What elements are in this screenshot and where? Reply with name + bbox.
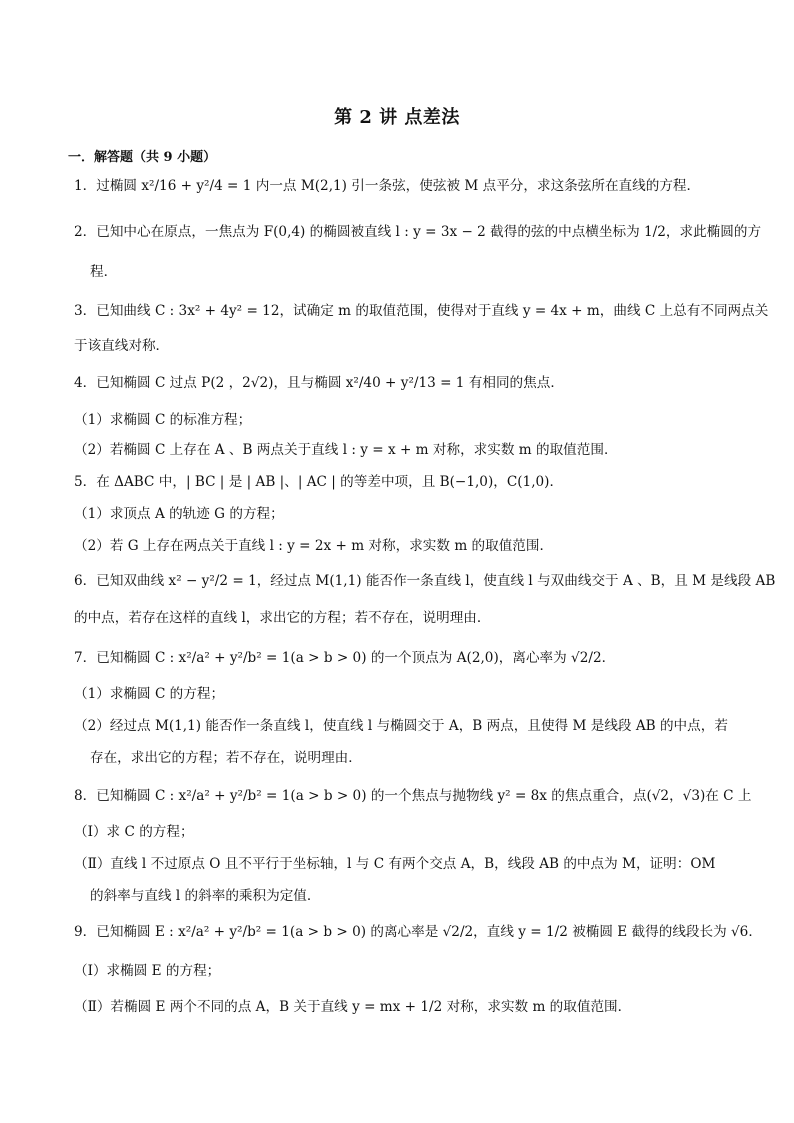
problem-7-part-2: （2）经过点 M(1,1) 能否作一条直线 l，使直线 l 与椭圆交于 A，B 两点，且使得 M 是线段 AB 的中点，若 — [74, 718, 728, 734]
problem-8-part-1: （Ⅰ）求 C 的方程； — [74, 824, 194, 840]
problem-7-part-1: （1）求椭圆 C 的方程； — [74, 686, 225, 702]
problem-3: 3．已知曲线 C : 3x² + 4y² = 12，试确定 m 的取值范围，使得对于直线 y = 4x + m，曲线 C 上总有不同两点关 — [74, 303, 769, 319]
problem-6: 6．已知双曲线 x² − y²/2 = 1，经过点 M(1,1) 能否作一条直线 l，使直线 l 与双曲线交于 A 、B，且 M 是线段 AB — [74, 573, 776, 589]
problem-2: 2．已知中心在原点，一焦点为 F(0,4) 的椭圆被直线 l : y = 3x − 2 截得的弦的中点横坐标为 1/2，求此椭圆的方 — [74, 224, 762, 240]
section-heading: 一．解答题（共 9 小题） — [68, 150, 217, 165]
problem-7: 7．已知椭圆 C : x²/a² + y²/b² = 1(a > b > 0) 的一个顶点为 A(2,0)，离心率为 √2/2． — [74, 650, 616, 666]
problem-5: 5．在 ΔABC 中，| BC | 是 | AB |、| AC | 的等差中项，且 B(−1,0)，C(1,0)． — [74, 474, 564, 490]
problem-4: 4．已知椭圆 C 过点 P(2 ，2√2)，且与椭圆 x²/40 + y²/13 = 1 有相同的焦点． — [74, 375, 564, 391]
problem-8: 8．已知椭圆 C : x²/a² + y²/b² = 1(a > b > 0) 的一个焦点与抛物线 y² = 8x 的焦点重合，点(√2，√3)在 C 上 — [74, 788, 752, 804]
problem-9-part-2: （Ⅱ）若椭圆 E 两个不同的点 A，B 关于直线 y = mx + 1/2 对称，求实数 m 的取值范围． — [74, 999, 632, 1015]
problem-3-cont: 于该直线对称． — [74, 338, 170, 354]
page-title: 第 2 讲 点差法 — [334, 107, 460, 128]
problem-9-part-1: （Ⅰ）求椭圆 E 的方程； — [74, 963, 221, 979]
problem-6-cont: 的中点，若存在这样的直线 l，求出它的方程；若不存在，说明理由． — [74, 610, 491, 626]
problem-4-part-2: （2）若椭圆 C 上存在 A 、B 两点关于直线 l : y = x + m 对称，求实数 m 的取值范围． — [74, 442, 618, 458]
problem-5-part-1: （1）求顶点 A 的轨迹 G 的方程； — [74, 506, 284, 522]
problem-9: 9．已知椭圆 E : x²/a² + y²/b² = 1(a > b > 0) 的离心率是 √2/2，直线 y = 1/2 被椭圆 E 截得的线段长为 √6． — [74, 924, 762, 940]
problem-5-part-2: （2）若 G 上存在两点关于直线 l : y = 2x + m 对称，求实数 m 的取值范围． — [74, 538, 554, 554]
problem-7-part-2-cont: 存在，求出它的方程；若不存在，说明理由． — [90, 750, 362, 766]
problem-2-cont: 程． — [90, 264, 118, 280]
problem-1: 1．过椭圆 x²/16 + y²/4 = 1 内一点 M(2,1) 引一条弦，使弦被 M 点平分，求这条弦所在直线的方程． — [74, 178, 701, 194]
problem-8-part-2-cont: 的斜率与直线 l 的斜率的乘积为定值． — [90, 888, 321, 904]
problem-8-part-2: （Ⅱ）直线 l 不过原点 O 且不平行于坐标轴，l 与 C 有两个交点 A，B，线段 AB 的中点为 M，证明：OM — [74, 856, 716, 872]
problem-4-part-1: （1）求椭圆 C 的标准方程； — [74, 412, 252, 428]
